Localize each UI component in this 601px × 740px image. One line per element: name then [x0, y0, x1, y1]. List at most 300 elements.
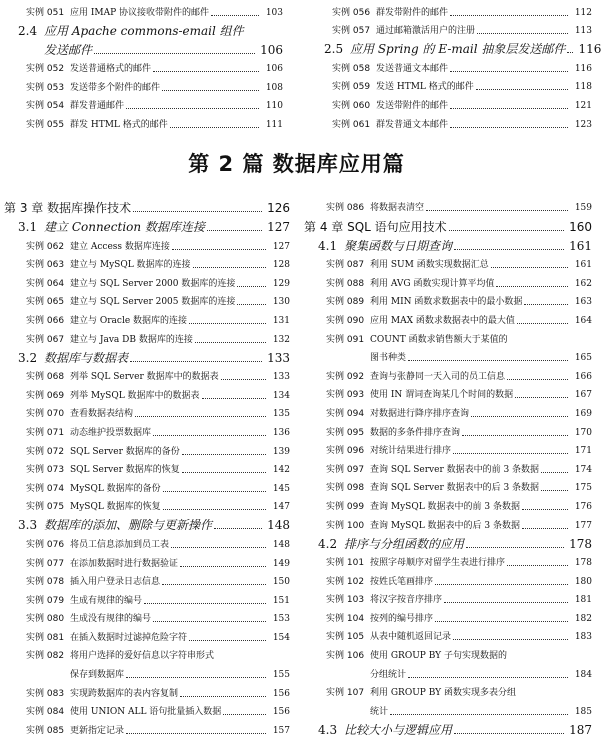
section-title: 发送邮件: [44, 42, 93, 57]
example-title: 保存到数据库: [70, 670, 125, 681]
example-title: 在插入数据时过滤掉危险字符: [70, 632, 188, 643]
leader-dots: [153, 435, 266, 436]
example-label: 实例 098: [326, 483, 365, 494]
toc-example-entry: [0, 700, 290, 719]
toc-example-entry: [0, 718, 290, 737]
toc-example-entry: [0, 327, 290, 346]
example-title: 对数据进行降序排序查询: [370, 408, 470, 419]
page-number: 162: [574, 278, 592, 289]
page-number: 121: [574, 100, 592, 111]
example-label: 实例 059: [332, 82, 371, 93]
leader-dots: [135, 416, 266, 417]
toc-section-entry: [300, 234, 592, 253]
example-label: 实例 068: [26, 372, 65, 383]
page-number: 157: [272, 725, 290, 736]
page-number: 163: [574, 297, 592, 308]
toc-example-entry: [300, 308, 592, 327]
toc-section-entry: [0, 346, 290, 365]
example-label: 实例 061: [332, 119, 371, 130]
leader-dots: [163, 509, 266, 510]
page-number: 149: [272, 558, 290, 569]
example-label: 实例 054: [26, 101, 65, 112]
example-title: 建立与 Java DB 数据库的连接: [70, 334, 193, 345]
example-title: 将用户选择的爱好信息以字符串形式: [70, 651, 215, 662]
example-title: 列举 MySQL 数据库中的数据表: [70, 390, 200, 401]
toc-example-entry: [306, 56, 592, 75]
example-title: 对统计结果进行排序: [370, 446, 452, 457]
page-number: 127: [272, 241, 290, 252]
page-number: 123: [574, 119, 592, 130]
page-number: 154: [272, 632, 290, 643]
leader-dots: [477, 33, 568, 34]
example-label: 实例 093: [326, 390, 365, 401]
example-title: 在添加数据时进行数据验证: [70, 558, 179, 569]
leader-dots: [153, 71, 259, 72]
leader-dots: [153, 621, 266, 622]
section-number: 3.2: [18, 350, 38, 365]
page-number: 178: [569, 536, 592, 551]
example-label: 实例 095: [326, 427, 365, 438]
toc-example-entry: [306, 0, 592, 19]
page-number: 151: [272, 595, 290, 606]
section-number: 4.3: [318, 722, 338, 737]
toc-example-entry: [300, 401, 592, 420]
example-label: 实例 100: [326, 520, 365, 531]
leader-dots: [193, 267, 266, 268]
example-label: 实例 062: [26, 241, 65, 252]
page-number: 106: [260, 42, 283, 57]
section-title: 排序与分组函数的应用: [344, 536, 465, 551]
leader-dots: [202, 398, 266, 399]
section-title: 建立 Connection 数据库连接: [44, 220, 205, 234]
example-label: 实例 072: [26, 446, 65, 457]
example-label: 实例 051: [26, 7, 65, 18]
page-number: 116: [578, 42, 601, 57]
toc-example-entry: [300, 513, 592, 532]
example-label: 实例 092: [326, 371, 365, 382]
page-number: 167: [574, 390, 592, 401]
example-label: 实例 052: [26, 64, 65, 75]
example-title: 更新指定记录: [70, 725, 125, 736]
example-title: 生成没有规律的编号: [70, 614, 152, 625]
leader-dots: [189, 640, 266, 641]
example-label: 实例 063: [26, 260, 65, 271]
toc-example-entry: [0, 75, 283, 94]
example-title: 通过邮箱激活用户的注册: [376, 26, 476, 37]
example-title: 发送普通格式的邮件: [70, 64, 152, 75]
leader-dots: [237, 286, 266, 287]
page-number: 171: [574, 446, 592, 457]
leader-dots: [180, 566, 266, 567]
leader-dots: [207, 230, 262, 231]
example-label: 实例 066: [26, 315, 65, 326]
leader-dots: [466, 547, 564, 548]
example-label: 实例 085: [26, 725, 65, 736]
example-label: 实例 101: [326, 558, 365, 569]
page-number: 108: [265, 82, 283, 93]
page-number: 156: [272, 707, 290, 718]
page-number: 127: [267, 220, 290, 234]
example-title: 建立与 SQL Server 2000 数据库的连接: [70, 278, 236, 289]
page-number: 183: [574, 632, 592, 643]
leader-dots: [408, 677, 568, 678]
toc-example-entry: [0, 420, 290, 439]
toc-example-entry: [300, 457, 592, 476]
toc-example-entry: [300, 253, 592, 272]
page-number: 135: [272, 409, 290, 420]
example-label: 实例 070: [26, 409, 65, 420]
example-label: 实例 083: [26, 688, 65, 699]
page-number: 161: [569, 238, 592, 253]
page-number: 128: [272, 260, 290, 271]
leader-dots: [453, 639, 568, 640]
example-title: 查看数据表结构: [70, 409, 134, 420]
toc-chapter-entry: [300, 214, 592, 234]
page-number: 187: [569, 722, 592, 737]
chapter-title: 第 4 章 SQL 语句应用技术: [304, 219, 447, 234]
leader-dots: [172, 249, 266, 250]
example-title: 查询 MySQL 数据表中的前 3 条数据: [370, 501, 520, 512]
section-number: 4.2: [318, 536, 338, 551]
example-title: 将员工信息添加到员工表: [70, 539, 170, 550]
leader-dots: [476, 89, 568, 90]
section-number: 3.3: [18, 518, 38, 533]
example-label: 实例 065: [26, 297, 65, 308]
toc-example-entry: [0, 662, 290, 681]
toc-column-top-right: [306, 0, 601, 131]
example-title: 应用 IMAP 协议接收带附件的邮件: [70, 7, 210, 18]
toc-example-entry: [300, 625, 592, 644]
toc-example-entry: [300, 643, 592, 662]
example-label: 实例 089: [326, 297, 365, 308]
toc-example-entry: [0, 383, 290, 402]
section-title: 应用 Apache commons-email 组件: [44, 23, 244, 38]
page-number: 103: [265, 7, 283, 18]
page-number: 118: [574, 82, 592, 93]
toc-column-bottom-left: [0, 195, 290, 737]
example-title: 将数据表清空: [370, 202, 425, 213]
toc-column-top-left: [0, 0, 283, 131]
page-number: 106: [265, 64, 283, 75]
page-number: 139: [272, 446, 290, 457]
toc-example-entry: [0, 681, 290, 700]
example-title: SQL Server 数据库的恢复: [70, 465, 180, 476]
leader-dots: [126, 733, 266, 734]
example-title: 建立与 Oracle 数据库的连接: [70, 315, 188, 326]
leader-dots: [450, 71, 568, 72]
toc-section-entry: [0, 215, 290, 234]
example-title: 插入用户登录日志信息: [70, 577, 161, 588]
section-number: 2.5: [324, 42, 344, 57]
example-label: 实例 076: [26, 539, 65, 550]
page-number: 133: [267, 350, 290, 365]
page-number: 148: [272, 539, 290, 550]
leader-dots: [522, 509, 568, 510]
page-number: 185: [574, 706, 592, 717]
page-number: 153: [272, 614, 290, 625]
example-label: 实例 087: [326, 260, 365, 271]
example-label: 实例 077: [26, 558, 65, 569]
page-number: 181: [574, 595, 592, 606]
toc-example-entry: [300, 569, 592, 588]
page-number: 130: [272, 297, 290, 308]
leader-dots: [170, 127, 259, 128]
example-label: 实例 055: [26, 119, 65, 130]
toc-example-entry: [0, 607, 290, 626]
example-label: 实例 084: [26, 707, 65, 718]
example-title: 建立 Access 数据库连接: [70, 241, 170, 252]
example-label: 实例 107: [326, 688, 365, 699]
part-title: 第 2 篇 数据库应用篇: [188, 152, 405, 176]
leader-dots: [171, 547, 266, 548]
toc-chapter-entry: [0, 195, 290, 215]
toc-example-entry: [0, 253, 290, 272]
page-number: 147: [272, 502, 290, 513]
example-title: 分组统计: [370, 669, 407, 680]
leader-dots: [524, 304, 568, 305]
leader-dots: [444, 602, 568, 603]
leader-dots: [507, 565, 568, 566]
example-label: 实例 060: [332, 100, 371, 111]
example-title: 群发 HTML 格式的邮件: [70, 119, 168, 130]
page-number: 174: [574, 464, 592, 475]
toc-example-entry: [0, 570, 290, 589]
toc-example-entry: [306, 112, 592, 131]
page-number: 142: [272, 465, 290, 476]
page-number: 132: [272, 334, 290, 345]
example-label: 实例 105: [326, 632, 365, 643]
toc-example-entry: [0, 458, 290, 477]
leader-dots: [471, 416, 568, 417]
section-number: 2.4: [18, 23, 38, 38]
example-title: 查询与张静同一天入司的员工信息: [370, 371, 506, 382]
page-number: 110: [265, 101, 283, 112]
leader-dots: [454, 733, 564, 734]
leader-dots: [237, 304, 266, 305]
toc-example-entry: [0, 588, 290, 607]
toc-example-entry: [300, 271, 592, 290]
example-label: 实例 056: [332, 7, 371, 18]
page-number: 150: [272, 577, 290, 588]
page-number: 116: [574, 63, 592, 74]
toc-example-entry: [0, 365, 290, 384]
toc-example-entry: [300, 588, 592, 607]
page-number: 159: [574, 202, 592, 213]
toc-example-entry: [0, 495, 290, 514]
toc-example-entry: [0, 644, 290, 663]
example-label: 实例 106: [326, 651, 365, 662]
section-number: 3.1: [18, 220, 38, 234]
example-label: 实例 069: [26, 390, 65, 401]
page-number: 129: [272, 278, 290, 289]
page-number: 155: [272, 670, 290, 681]
toc-example-entry: [0, 476, 290, 495]
page-number: 170: [574, 427, 592, 438]
leader-dots: [454, 249, 564, 250]
leader-dots: [462, 435, 568, 436]
example-label: 实例 075: [26, 502, 65, 513]
example-title: 群发普通文本邮件: [376, 119, 449, 130]
toc-example-entry: [0, 0, 283, 19]
page-number: 177: [574, 520, 592, 531]
toc-example-entry: [300, 195, 592, 214]
toc-example-entry: [300, 383, 592, 402]
leader-dots: [94, 53, 255, 54]
leader-dots: [435, 621, 568, 622]
toc-column-bottom-right: [300, 195, 592, 737]
toc-example-entry: [300, 346, 592, 365]
leader-dots: [426, 210, 568, 211]
page-number: 178: [574, 558, 592, 569]
leader-dots: [195, 342, 266, 343]
page-number: 180: [574, 576, 592, 587]
toc-example-entry: [0, 57, 283, 76]
page-number: 148: [267, 518, 290, 533]
toc-section-entry: [0, 513, 290, 532]
leader-dots: [130, 361, 262, 362]
example-title: 查询 MySQL 数据表中的后 3 条数据: [370, 520, 520, 531]
toc-example-entry: [300, 364, 592, 383]
page-number: 136: [272, 427, 290, 438]
section-title: 比较大小与逻辑应用: [344, 722, 453, 737]
example-label: 实例 073: [26, 465, 65, 476]
example-title: 将汉字按音序排序: [370, 595, 443, 606]
toc-example-entry: [300, 290, 592, 309]
page-number: 126: [267, 201, 290, 215]
leader-dots: [144, 603, 266, 604]
section-title: 应用 Spring 的 E-mail 抽象层发送邮件: [350, 42, 566, 57]
example-title: 发送普通文本邮件: [376, 63, 449, 74]
toc-section-entry: [300, 532, 592, 551]
toc-example-entry: [300, 476, 592, 495]
leader-dots: [126, 108, 259, 109]
page-number: 175: [574, 483, 592, 494]
toc-example-entry: [300, 551, 592, 570]
leader-dots: [517, 323, 568, 324]
leader-dots: [180, 696, 266, 697]
leader-dots: [507, 379, 568, 380]
page-number: 134: [272, 390, 290, 401]
example-label: 实例 099: [326, 501, 365, 512]
example-label: 实例 088: [326, 278, 365, 289]
section-title: 数据库与数据表: [44, 350, 129, 365]
page-number: 131: [272, 315, 290, 326]
page-number: 164: [574, 315, 592, 326]
toc-example-entry: [0, 290, 290, 309]
example-title: 利用 SUM 函数实现数据汇总: [370, 260, 489, 271]
leader-dots: [450, 15, 568, 16]
chapter-title: 第 3 章 数据库操作技术: [4, 201, 132, 215]
leader-dots: [221, 379, 266, 380]
toc-example-entry: [306, 75, 592, 94]
page-number: 112: [574, 7, 592, 18]
toc-section-entry: [0, 38, 283, 57]
example-label: 实例 086: [326, 202, 365, 213]
example-title: 实现跨数据库的表内容复制: [70, 688, 179, 699]
toc-example-entry: [300, 681, 592, 700]
example-title: 利用 MIN 函数求数据表中的最小数据: [370, 297, 523, 308]
toc-example-entry: [0, 439, 290, 458]
example-title: 建立与 MySQL 数据库的连接: [70, 260, 191, 271]
page-number: 165: [574, 353, 592, 364]
example-label: 实例 058: [332, 63, 371, 74]
example-title: 群发普通邮件: [70, 101, 125, 112]
leader-dots: [211, 15, 259, 16]
toc-example-entry: [0, 532, 290, 551]
page-number: 160: [569, 219, 592, 234]
leader-dots: [214, 528, 262, 529]
leader-dots: [435, 584, 568, 585]
page-number: 169: [574, 408, 592, 419]
page-number: 145: [272, 483, 290, 494]
toc-example-entry: [0, 625, 290, 644]
example-label: 实例 057: [332, 26, 371, 37]
toc-example-entry: [0, 234, 290, 253]
example-title: 按列的编号排序: [370, 613, 434, 624]
example-label: 实例 053: [26, 82, 65, 93]
example-title: 按姓氏笔画排序: [370, 576, 434, 587]
leader-dots: [162, 90, 259, 91]
toc-example-entry: [0, 112, 283, 131]
toc-example-entry: [306, 93, 592, 112]
toc-section-entry: [306, 37, 601, 57]
example-title: SQL Server 数据库的备份: [70, 446, 180, 457]
page-number: 184: [574, 669, 592, 680]
example-title: MySQL 数据库的恢复: [70, 502, 161, 513]
example-title: 利用 GROUP BY 函数实现多表分组: [370, 688, 516, 699]
section-title: 聚集函数与日期查询: [344, 238, 453, 253]
example-title: 按照字母顺序对留学生表进行排序: [370, 558, 506, 569]
example-label: 实例 082: [26, 651, 65, 662]
example-label: 实例 103: [326, 595, 365, 606]
toc-example-entry: [300, 494, 592, 513]
example-title: 使用 GROUP BY 子句实现数据的: [370, 651, 507, 662]
leader-dots: [541, 490, 568, 491]
example-title: 数据的多条件排序查询: [370, 427, 461, 438]
example-label: 实例 081: [26, 632, 65, 643]
example-title: 使用 IN 谓词查询某几个时间的数据: [370, 390, 514, 401]
toc-example-entry: [300, 662, 592, 681]
example-title: 查询 SQL Server 数据表中的前 3 条数据: [370, 464, 540, 475]
example-title: 查询 SQL Server 数据表中的后 3 条数据: [370, 483, 540, 494]
leader-dots: [162, 584, 266, 585]
page-number: 166: [574, 371, 592, 382]
leader-dots: [408, 360, 568, 361]
leader-dots: [390, 714, 568, 715]
example-label: 实例 080: [26, 614, 65, 625]
leader-dots: [496, 286, 568, 287]
example-title: 建立与 SQL Server 2005 数据库的连接: [70, 297, 236, 308]
example-title: 发送带多个附件的邮件: [70, 82, 161, 93]
section-number: 4.1: [318, 238, 338, 253]
example-label: 实例 104: [326, 613, 365, 624]
toc-section-entry: [300, 718, 592, 737]
example-title: 发送 HTML 格式的邮件: [376, 82, 474, 93]
example-title: 从表中随机返回记录: [370, 632, 452, 643]
example-title: 统计: [370, 706, 389, 717]
page-number: 182: [574, 613, 592, 624]
example-title: 应用 MAX 函数求数据表中的最大值: [370, 315, 515, 326]
example-title: 利用 AVG 函数实现计算平均值: [370, 278, 495, 289]
toc-example-entry: [306, 19, 592, 38]
example-title: 使用 UNION ALL 语句批量插入数据: [70, 707, 222, 718]
leader-dots: [450, 127, 568, 128]
toc-example-entry: [0, 271, 290, 290]
toc-example-entry: [0, 551, 290, 570]
example-label: 实例 096: [326, 446, 365, 457]
leader-dots: [133, 211, 262, 212]
toc-example-entry: [0, 94, 283, 113]
